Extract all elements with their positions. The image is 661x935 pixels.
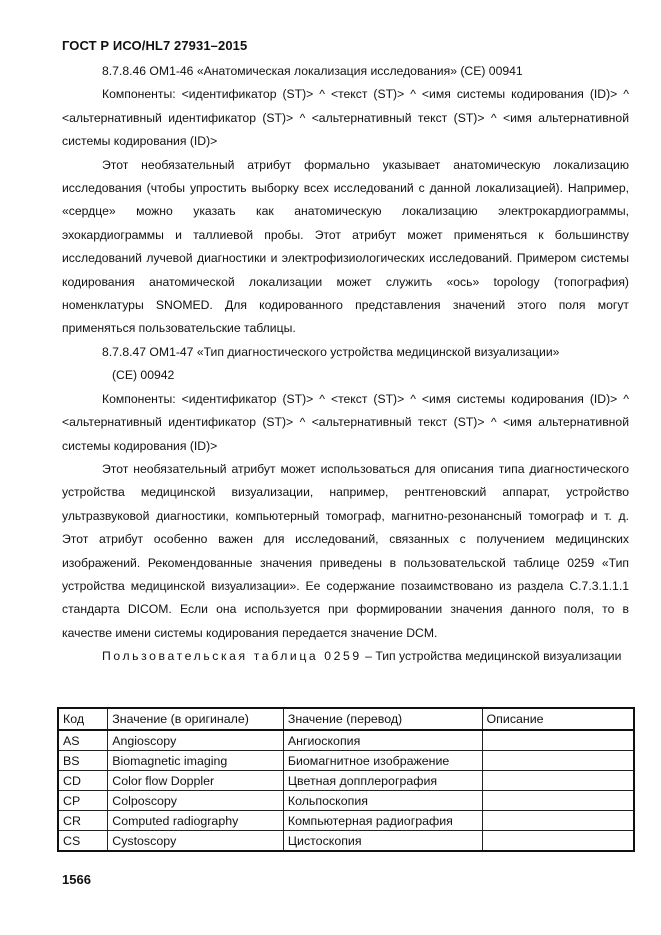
page-number: 1566 xyxy=(62,872,91,887)
cell-code: CS xyxy=(58,831,108,852)
section-46-heading: 8.7.8.46 OM1-46 «Анатомическая локализация исследования» (CE) 00941 xyxy=(102,64,523,78)
col-header-original: Значение (в оригинале) xyxy=(108,708,284,730)
cell-original: Angioscopy xyxy=(108,730,284,751)
cell-translation: Цветная допплерография xyxy=(283,771,482,791)
table-header-row xyxy=(58,708,634,730)
cell-original: Cystoscopy xyxy=(108,831,284,852)
cell-original: Biomagnetic imaging xyxy=(108,751,284,771)
cell-translation: Биомагнитное изображение xyxy=(283,751,482,771)
cell-description xyxy=(482,730,634,751)
cell-description xyxy=(482,751,634,771)
section-46-components: Компоненты: <идентификатор (ST)> ^ <текст (ST)> ^ <имя системы кодирования (ID)> ^ <альтернативный идентификатор (ST)> ^ <альтернативный текст (ST)> ^ <имя альтернативной системы кодирования (ID)> xyxy=(62,87,629,149)
col-header-translation: Значение (перевод) xyxy=(283,708,482,730)
table-row xyxy=(58,751,634,771)
col-header-code: Код xyxy=(58,708,108,730)
document-body xyxy=(62,60,629,669)
cell-code: BS xyxy=(58,751,108,771)
cell-code: CR xyxy=(58,811,108,831)
cell-description xyxy=(482,831,634,852)
table-caption-text: – Тип устройства медицинской визуализации xyxy=(361,649,622,664)
cell-description xyxy=(482,791,634,811)
cell-translation: Кольпоскопия xyxy=(283,791,482,811)
cell-translation: Цистоскопия xyxy=(283,831,482,852)
device-type-table xyxy=(57,707,635,852)
cell-description xyxy=(482,811,634,831)
cell-code: AS xyxy=(58,730,108,751)
section-47-heading-line1: 8.7.8.47 OM1-47 «Тип диагностического устройства медицинской визуализации» xyxy=(102,344,560,359)
table-caption-label: Пользовательская таблица 0259 xyxy=(102,649,362,664)
cell-description xyxy=(482,771,634,791)
document-header: ГОСТ Р ИСО/HL7 27931–2015 xyxy=(62,38,248,53)
table-row xyxy=(58,771,634,791)
section-46-description: Этот необязательный атрибут формально указывает анатомическую локализацию исследования (чтобы упростить выборку всех исследований с данной локализацией). Например, «сердце» можно указать как анатомическую локализацию электрокардиограммы, эхокардиограммы и таллиевой пробы. Этот атрибут может применяться к большинству исследований лучевой диагностики и электрофизиологических исследований. Примером системы кодирования анатомической локализации может служить «ось» topology (топография) номенклатуры SNOMED. Для кодированного представления значений этого поля могут применяться пользовательские таблицы. xyxy=(62,157,629,336)
cell-original: Computed radiography xyxy=(108,811,284,831)
section-47-heading xyxy=(62,341,629,388)
table-row xyxy=(58,811,634,831)
table-row xyxy=(58,730,634,751)
section-47-description: Этот необязательный атрибут может использоваться для описания типа диагностического устройства медицинской визуализации, например, рентгеновский аппарат, устройство ультразвуковой диагностики, компьютерный томограф, магнитно-резонансный томограф и т. д. Этот атрибут особенно важен для исследований, связанных с получением медицинских изображений. Рекомендованные значения приведены в пользовательской таблице 0259 «Тип устройства медицинской визуализации». Ее содержание позаимствовано из раздела C.7.3.1.1.1 стандарта DICOM. Если она используется при формировании значения данного поля, то в качестве имени системы кодирования передается значение DCM. xyxy=(62,461,629,640)
section-47-components: Компоненты: <идентификатор (ST)> ^ <текст (ST)> ^ <имя системы кодирования (ID)> ^ <альтернативный идентификатор (ST)> ^ <альтернативный текст (ST)> ^ <имя альтернативной системы кодирования (ID)> xyxy=(62,391,629,453)
cell-code: CP xyxy=(58,791,108,811)
cell-original: Colposcopy xyxy=(108,791,284,811)
cell-code: CD xyxy=(58,771,108,791)
cell-original: Color flow Doppler xyxy=(108,771,284,791)
section-47-heading-line2: (CE) 00942 xyxy=(112,368,175,383)
col-header-description: Описание xyxy=(482,708,634,730)
cell-translation: Компьютерная радиография xyxy=(283,811,482,831)
table-row xyxy=(58,791,634,811)
table-caption xyxy=(62,645,629,668)
table-row xyxy=(58,831,634,852)
cell-translation: Ангиоскопия xyxy=(283,730,482,751)
